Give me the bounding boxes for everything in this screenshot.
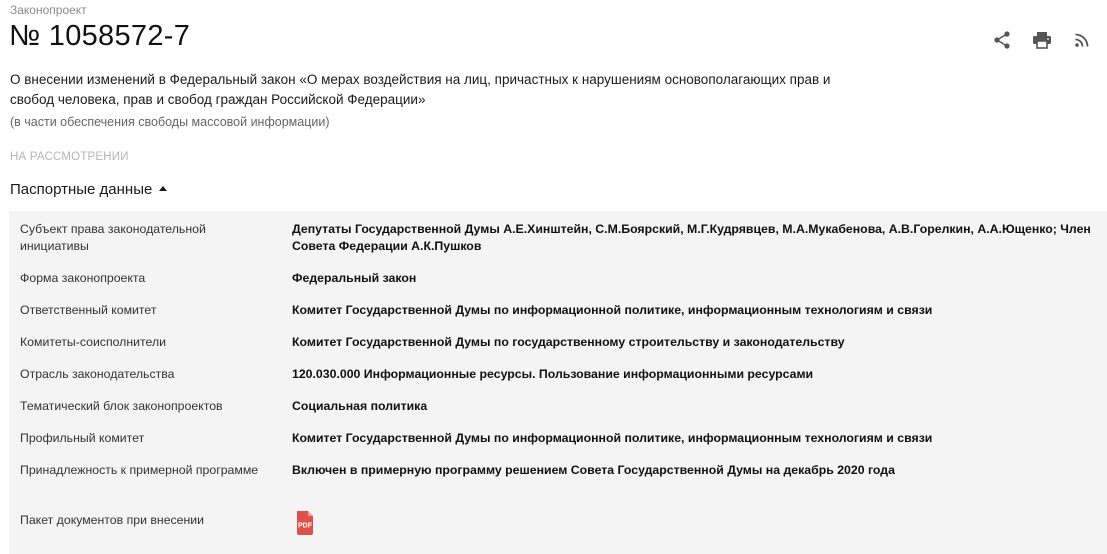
bill-subtitle: (в части обеспечения свободы массовой информации) [10, 115, 330, 129]
row-value: Депутаты Государственной Думы А.Е.Хинштейн, С.М.Боярский, М.Г.Кудрявцев, М.А.Мукабенова, А.В.Горелкин, А.А.Ющенко; Член Совета Федерации А.К.Пушков [292, 222, 1091, 253]
rss-button[interactable] [1069, 27, 1095, 53]
row-value: Федеральный закон [292, 271, 417, 285]
pdf-icon[interactable] [292, 510, 318, 536]
row-value: Комитет Государственной Думы по информационной политике, информационным технологиям и связи [292, 431, 933, 445]
page-actions [989, 27, 1095, 53]
row-value: Комитет Государственной Думы по информационной политике, информационным технологиям и связи [292, 303, 933, 317]
row-label: Форма законопроекта [20, 271, 146, 285]
row-label: Ответственный комитет [20, 303, 157, 317]
row-value: Включен в примерную программу решением Совета Государственной Думы на декабрь 2020 года [292, 463, 895, 477]
row-label: Субъект права законодательной инициативы [20, 222, 206, 253]
row-label: Пакет документов при внесении [20, 513, 205, 527]
print-button[interactable] [1029, 27, 1055, 53]
pdf-icon-text: PDF [298, 522, 312, 530]
passport-toggle[interactable] [10, 181, 167, 198]
row-label: Профильный комитет [20, 431, 145, 445]
row-value: 120.030.000 Информационные ресурсы. Пользование информационными ресурсами [292, 367, 814, 381]
caret-up-icon [159, 186, 167, 191]
row-label: Отрасль законодательства [20, 367, 175, 381]
row-value: Комитет Государственной Думы по государственному строительству и законодательству [292, 335, 845, 349]
share-icon [992, 30, 1012, 50]
row-label: Принадлежность к примерной программе [20, 463, 259, 477]
document-kind-label: Законопроект [10, 3, 87, 17]
passport-table [9, 211, 1107, 554]
status-badge: НА РАССМОТРЕНИИ [10, 151, 129, 163]
row-label: Комитеты-соисполнители [20, 335, 166, 349]
rss-icon [1073, 31, 1091, 49]
print-icon [1031, 30, 1053, 50]
share-button[interactable] [989, 27, 1015, 53]
bill-number: № 1058572-7 [9, 20, 191, 52]
passport-toggle-label: Паспортные данные [10, 181, 153, 198]
row-label: Тематический блок законопроектов [20, 399, 223, 413]
row-value: Социальная политика [292, 399, 428, 413]
bill-title: О внесении изменений в Федеральный закон «О мерах воздействия на лиц, причастных к нарушениям основополагающих прав и свобод человека, прав и свобод граждан Российской Федерации» [10, 72, 831, 107]
